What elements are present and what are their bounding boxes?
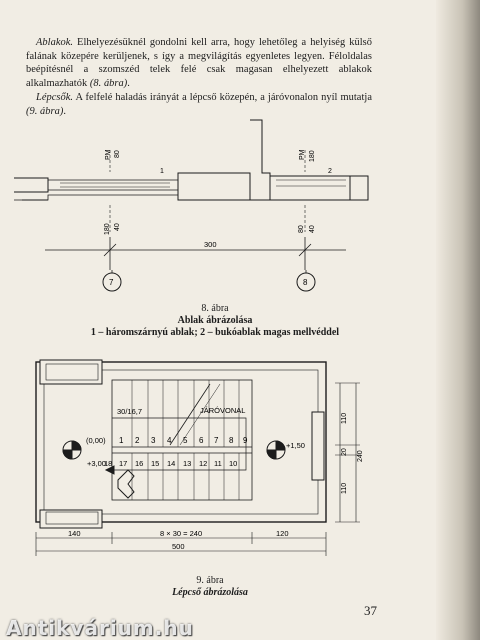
fig8-pm-right-val: 180 (309, 150, 316, 162)
fig8-axis-left: 7 (109, 278, 114, 287)
step-label: 2 (135, 436, 140, 445)
fig8-axis-right: 8 (303, 278, 308, 287)
paragraph-windows-end: . (127, 77, 130, 89)
fig8-dim-left-a: 180 (104, 223, 111, 235)
fig9-walkline: JÁRÓVONAL (200, 406, 246, 415)
paragraph-windows-body: Elhelyezésüknél gondolni kell arra, hogy lehetőleg a helyiség külső falának közepére kerüljenek, s így a megvilágítás egyenletes legyen. Féloldalas beépítésnél a szomszéd telek felé csak magasan elhelyezett ablakok alkalmazhatók (26, 37, 372, 89)
paragraph-windows (26, 36, 372, 90)
fig8-pm-left: PM (105, 149, 112, 160)
paragraph-stairs-ref: (9. ábra) (26, 105, 64, 117)
fig9-dim-right-3: 240 (357, 450, 364, 462)
step-label: 16 (135, 459, 144, 468)
fig8-dim-left-b: 40 (114, 223, 121, 231)
page-number: 37 (364, 603, 377, 618)
fig9-steps-top (119, 436, 248, 445)
fig8-label-1: 1 (160, 168, 164, 175)
page-edge (436, 0, 480, 640)
figure-8-drawing (0, 115, 430, 300)
fig9-level-left-bot: +3,00 (87, 459, 106, 468)
step-label: 8 (229, 436, 234, 445)
step-label: 9 (243, 436, 248, 445)
step-label: 4 (167, 436, 172, 445)
fig9-step-ratio: 30/16,7 (117, 407, 143, 416)
fig8-dim-right-a: 80 (298, 225, 305, 233)
fig8-caption-desc: 1 – háromszárnyú ablak; 2 – bukóablak magas mellvéddel (90, 327, 340, 338)
step-label: 6 (199, 436, 204, 445)
watermark-text: Antikvárium.hu (6, 616, 194, 640)
figure-9-drawing (0, 355, 430, 575)
paragraph-windows-ref: (8. ábra) (89, 77, 128, 89)
fig9-dim-bot-1: 140 (68, 529, 81, 538)
fig8-dim-span: 300 (204, 240, 217, 249)
fig8-caption-title: Ablak ábrázolása (177, 315, 253, 326)
fig9-caption-title: Lépcső ábrázolása (172, 587, 248, 598)
step-label: 11 (214, 459, 222, 468)
figure-9-caption (0, 575, 420, 599)
paragraph-stairs-head: Lépcsők. (36, 92, 74, 103)
watermark (0, 618, 480, 640)
step-label: 13 (183, 459, 192, 468)
step-label: 3 (151, 436, 156, 445)
paragraph-windows-head: Ablakok. (36, 37, 74, 48)
step-label: 1 (119, 436, 124, 445)
fig9-dim-bot-3: 120 (276, 529, 289, 538)
fig9-dim-bot-2: 8 × 30 = 240 (160, 529, 203, 538)
fig9-dim-right-2: 20 (341, 448, 348, 456)
paragraph-stairs-end: . (63, 105, 67, 117)
step-label: 12 (199, 459, 208, 468)
paragraph-stairs-body: A felfelé haladás irányát a lépcső közepén, a járóvonalon nyíl mutatja (73, 92, 372, 103)
step-label: 15 (151, 459, 160, 468)
step-label: 18 (104, 459, 113, 468)
step-label: 14 (167, 459, 176, 468)
fig8-dim-right-b: 40 (309, 225, 316, 233)
step-label: 5 (183, 436, 188, 445)
fig9-dim-total: 500 (172, 542, 185, 551)
fig9-caption-number: 9. ábra (196, 575, 224, 586)
fig9-level-right: +1,50 (286, 441, 305, 450)
fig8-label-2: 2 (328, 168, 332, 175)
step-label: 7 (214, 436, 219, 445)
step-label: 17 (119, 459, 128, 468)
fig9-dim-right-1: 110 (341, 412, 348, 424)
fig8-pm-left-val: 80 (114, 150, 121, 158)
fig9-level-left-top: (0,00) (86, 436, 106, 445)
figure-8-caption (0, 303, 430, 339)
step-label: 10 (229, 459, 238, 468)
fig8-pm-right: PM (299, 149, 306, 160)
fig9-steps-bottom (104, 459, 237, 468)
fig8-caption-number: 8. ábra (201, 303, 229, 314)
fig9-dim-right-4: 110 (341, 482, 348, 494)
